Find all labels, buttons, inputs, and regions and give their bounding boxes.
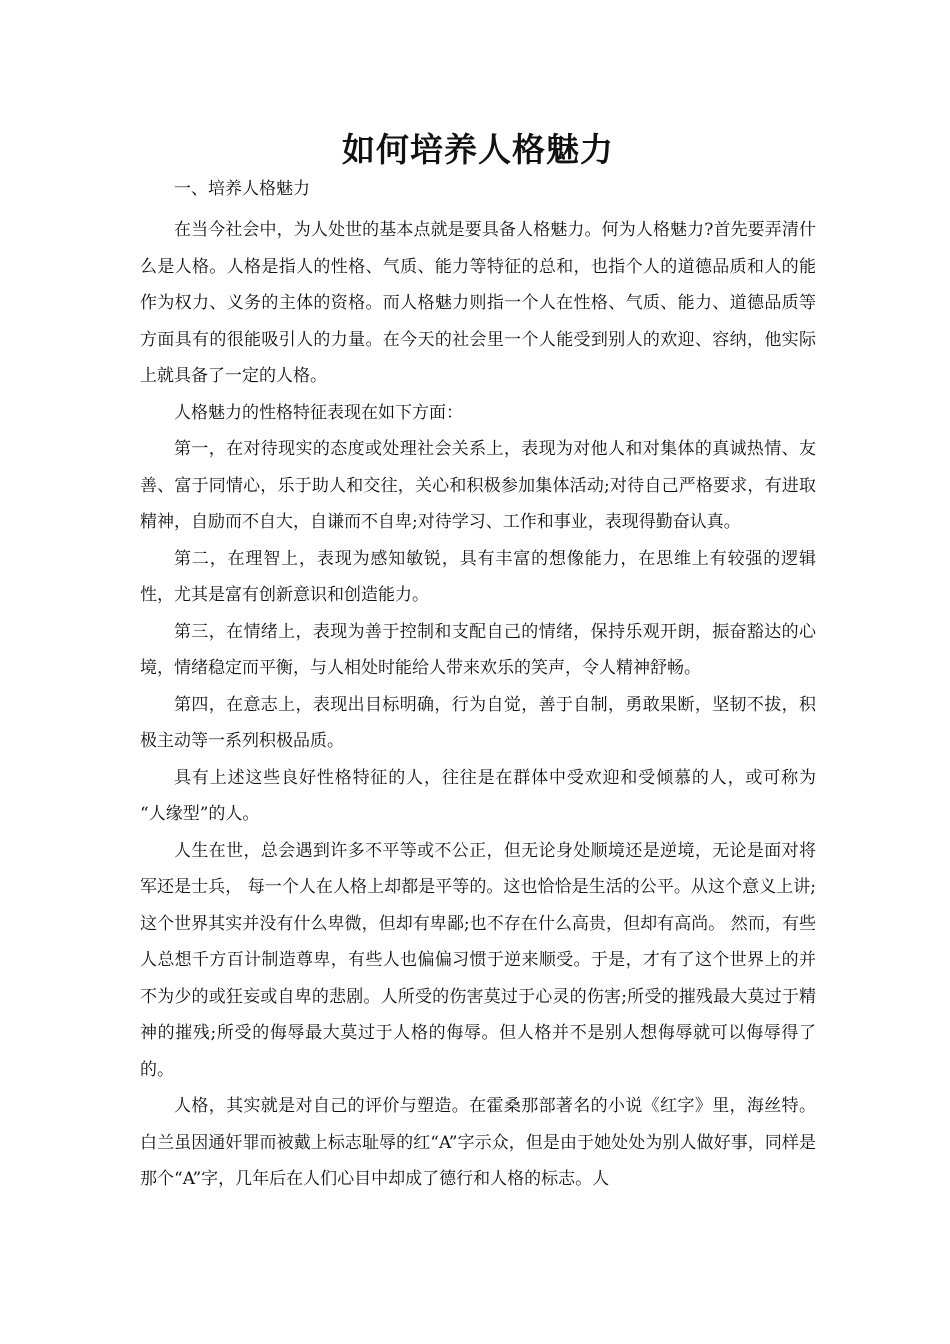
paragraph-6: 第四，在意志上，表现出目标明确，行为自觉，善于自制，勇敢果断，坚韧不拔，积极主动等一系列积极品质。 bbox=[140, 694, 816, 751]
paragraph-2: 人格魅力的性格特征表现在如下方面： bbox=[174, 402, 463, 423]
paragraph-5: 第三，在情绪上，表现为善于控制和支配自己的情绪，保持乐观开朗，振奋豁达的心境，情绪稳定而平衡，与人相处时能给人带来欢乐的笑声，令人精神舒畅。 bbox=[140, 621, 816, 678]
document-title: 如何培养人格魅力 bbox=[342, 130, 614, 169]
paragraph-8: 人生在世，总会遇到许多不平等或不公正，但无论身处顺境还是逆境，无论是面对将军还是士兵， 每一个人在人格上却都是平等的。这也恰恰是生活的公平。从这个意义上讲;这个世界其实并没有什么卑微，但却有卑鄙;也不存在什么高贵，但却有高尚。 然而，有些人总想千方百计制造尊卑，有些人也偏偏习惯于逆来顺受。于是，才有了这个世界上的并不为少的或狂妄或自卑的悲剧。人所受的伤害莫过于心灵的伤害;所受的摧残最大莫过于精神的摧残;所受的侮辱最大莫过于人格的侮辱。但人格并不是别人想侮辱就可以侮辱得了的。 bbox=[140, 840, 816, 1080]
section-heading: 一、培养人格魅力 bbox=[174, 179, 310, 199]
paragraph-9: 人格，其实就是对自己的评价与塑造。在霍桑那部著名的小说《红字》里，海丝特。白兰虽因通奸罪而被戴上标志耻辱的红“A”字示众，但是由于她处处为别人做好事，同样是那个“A”字，几年后在人们心目中却成了德行和人格的标志。人 bbox=[140, 1096, 816, 1189]
document-page bbox=[140, 124, 816, 1198]
paragraph-1: 在当今社会中，为人处世的基本点就是要具备人格魅力。何为人格魅力?首先要弄清什么是人格。人格是指人的性格、气质、能力等特征的总和，也指个人的道德品质和人的能作为权力、义务的主体的资格。而人格魅力则指一个人在性格、气质、能力、道德品质等方面具有的很能吸引人的力量。在今天的社会里一个人能受到别人的欢迎、容纳，他实际上就具备了一定的人格。 bbox=[140, 220, 816, 386]
paragraph-4: 第二，在理智上，表现为感知敏锐，具有丰富的想像能力，在思维上有较强的逻辑性，尤其是富有创新意识和创造能力。 bbox=[140, 548, 816, 605]
paragraph-3: 第一，在对待现实的态度或处理社会关系上，表现为对他人和对集体的真诚热情、友善、富于同情心，乐于助人和交往，关心和积极参加集体活动;对待自己严格要求，有进取精神，自励而不自大，自谦而不自卑;对待学习、工作和事业，表现得勤奋认真。 bbox=[140, 439, 816, 532]
paragraph-7: 具有上述这些良好性格特征的人，往往是在群体中受欢迎和受倾慕的人，或可称为 “人缘型”的人。 bbox=[140, 767, 816, 824]
